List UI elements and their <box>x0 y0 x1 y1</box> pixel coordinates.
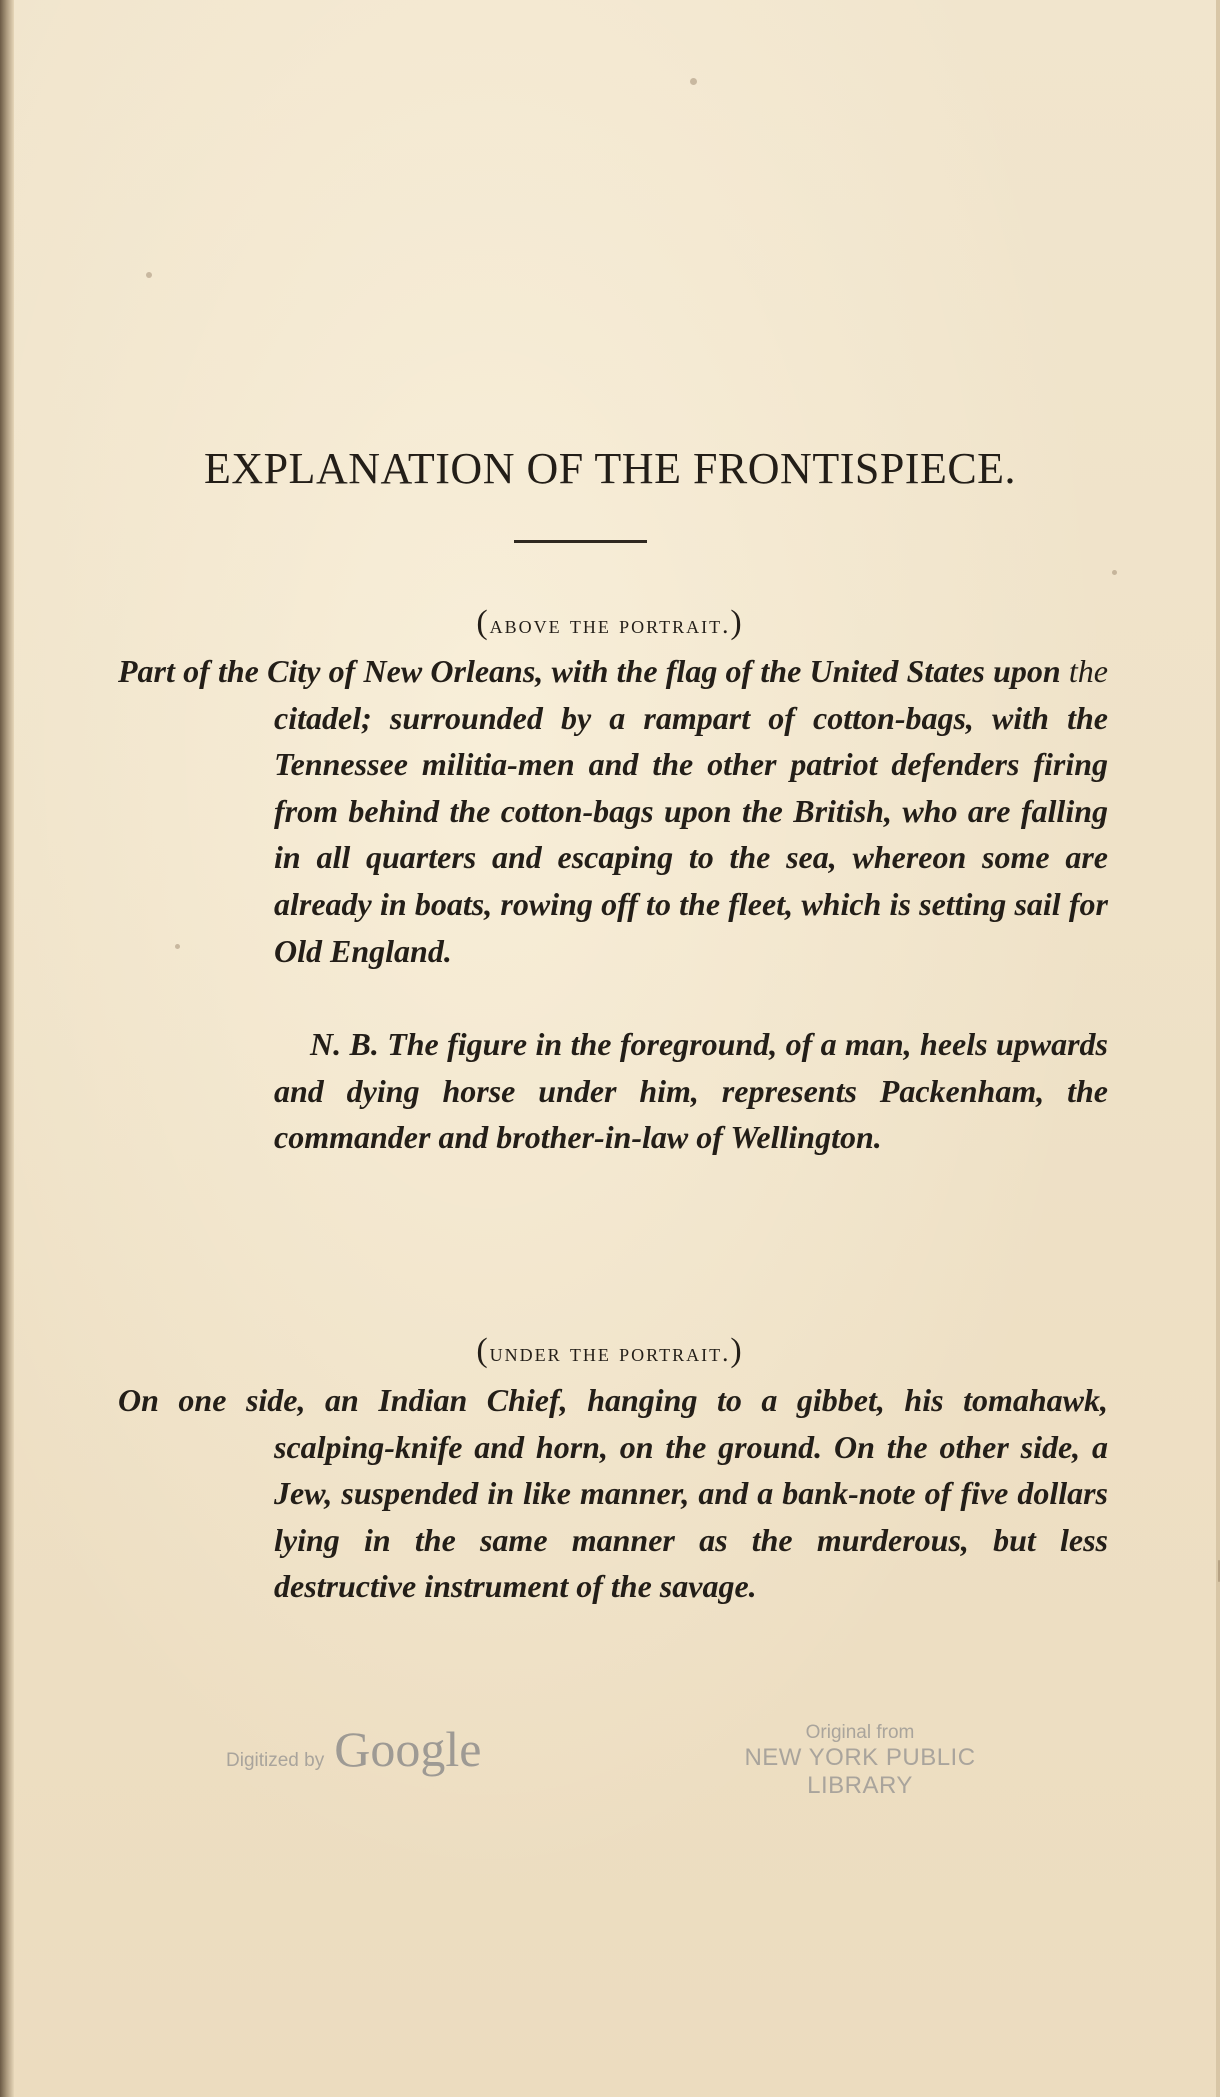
foxing-spot <box>146 272 152 278</box>
page-right-edge <box>1216 0 1220 2097</box>
under-portrait-paragraph: On one side, an Indian Chief, hanging to a gibbet, his tomahawk, scalping-knife and horn, on the ground. On the other side, a Jew, suspended in like manner, and a bank-note of five dollars lying in the same manner as the murderous, but less destructive instrument of the savage. <box>118 1382 1108 1605</box>
under-heading-text: under the portrait. <box>489 1340 731 1367</box>
title-divider-rule <box>514 540 647 543</box>
foxing-spot <box>1112 570 1117 575</box>
book-spine-edge <box>0 0 14 2097</box>
google-logo-text: Google <box>334 1721 482 1777</box>
above-portrait-paragraph <box>118 648 1108 974</box>
digitized-by-google-watermark <box>226 1720 481 1778</box>
foxing-spot <box>690 78 697 85</box>
digitized-by-label: Digitized by <box>226 1750 325 1771</box>
above-heading-text: above the portrait. <box>489 612 731 639</box>
original-from-label: Original from <box>805 1722 915 1743</box>
nota-bene-paragraph <box>274 1021 1108 1161</box>
library-name: NEW YORK PUBLIC LIBRARY <box>744 1744 976 1799</box>
under-portrait-heading: (under the portrait.) <box>476 1332 744 1369</box>
above-portrait-heading: (above the portrait.) <box>476 604 744 641</box>
page-title: EXPLANATION OF THE FRONTISPIECE. <box>203 444 1017 494</box>
nb-text: The figure in the foreground, of a man, heels upwards and dying horse under him, represents Packenham, the commander and brother-in-law of Wellington. <box>274 1026 1108 1156</box>
above-text-citadel-word: the <box>1068 653 1108 689</box>
above-text-intro: Part of the City of New Orleans, with the flag of the United States upon <box>118 653 1069 689</box>
original-from-library-watermark <box>700 1722 1020 1800</box>
nb-label: N. B. <box>310 1026 379 1062</box>
above-text-rest: citadel; surrounded by a rampart of cotton-bags, with the Tennessee militia-men and the other patriot defenders firing from behind the cotton-bags upon the British, who are falling in all quarters and escaping to the sea, whereon some are already in boats, rowing off to the fleet, which is setting sail for Old England. <box>274 699 1108 969</box>
